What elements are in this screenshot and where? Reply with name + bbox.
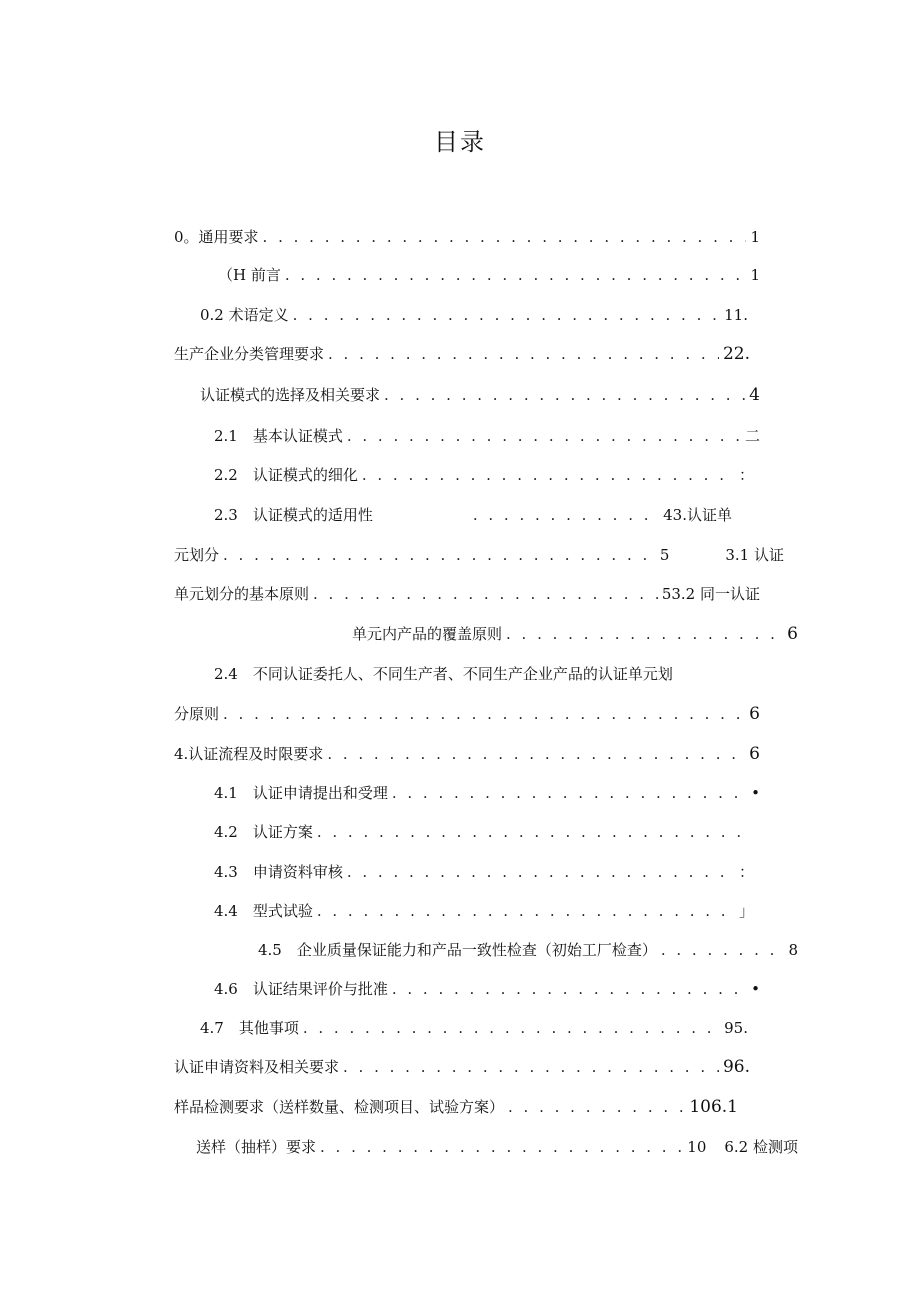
toc-entry-page: 6 (749, 704, 760, 724)
toc-entry-page: 」 (738, 902, 754, 920)
toc-entry-text: 4.5 企业质量保证能力和产品一致性检查（初始工厂检查） (258, 941, 657, 959)
toc-entry-page: 95. (724, 1019, 748, 1037)
dot-leader (327, 745, 745, 763)
toc-entry-text: 认证申请资料及相关要求 (174, 1058, 340, 1076)
dot-leader (661, 941, 785, 959)
toc-entry[interactable] (174, 544, 784, 565)
toc-entry-page: 二 (744, 427, 760, 445)
toc-entry-page: 22. (722, 344, 750, 364)
toc-entry[interactable] (200, 304, 748, 325)
toc-entry-page: • (751, 980, 760, 998)
toc-entry[interactable] (214, 978, 760, 999)
dot-leader (223, 705, 745, 723)
dot-leader (313, 585, 658, 603)
toc-entry-text: （H 前言 (218, 266, 281, 284)
dot-leader (384, 386, 745, 404)
toc-entry-text: 0。通用要求 (174, 228, 259, 246)
toc-entry-text: 分原则 (174, 705, 220, 723)
dot-leader (392, 784, 747, 802)
toc-entry-page: 43.认证单 (663, 506, 732, 524)
toc-entry[interactable] (174, 583, 760, 604)
toc-entry-continuation: 3.1 认证 (725, 546, 784, 564)
toc-entry-text: 2.4 不同认证委托人、不同生产者、不同生产企业产品的认证单元划 (214, 665, 673, 683)
toc-entry-text: 2.1 基本认证模式 (214, 427, 343, 445)
toc-entry-text: 2.3 认证模式的适用性 (214, 506, 373, 524)
toc-entry-text: 样品检测要求（送样数量、检测项目、试验方案） (174, 1098, 505, 1116)
toc-entry-page: 1 (750, 266, 760, 284)
toc-title: 目录 (434, 128, 486, 156)
toc-entry-page: 1 (750, 228, 760, 246)
toc-entry[interactable] (174, 703, 760, 724)
toc-entry-text: 2.2 认证模式的细化 (214, 466, 358, 484)
dot-leader (343, 1058, 719, 1076)
dot-leader (347, 863, 735, 881)
toc-entry-text: 4.6 认证结果评价与批准 (214, 980, 388, 998)
toc-entry-page: 6 (787, 624, 798, 644)
toc-entry-text: 4.认证流程及时限要求 (174, 745, 324, 763)
toc-entry[interactable] (214, 782, 760, 803)
toc-entry[interactable] (214, 861, 754, 882)
dot-leader (506, 625, 783, 643)
toc-entry-text: 4.4 型式试验 (214, 902, 313, 920)
toc-entry-text: 4.7 其他事项 (200, 1019, 299, 1037)
dot-leader (473, 506, 659, 524)
toc-entry-page: 11. (724, 306, 748, 324)
toc-entry-page: ： (738, 466, 754, 484)
toc-entry[interactable] (174, 343, 750, 364)
toc-entry-page: 6 (749, 744, 760, 764)
toc-entry[interactable] (258, 939, 798, 960)
toc-entry-page: • (751, 784, 760, 802)
dot-leader (328, 345, 719, 363)
toc-entry[interactable] (174, 1096, 738, 1117)
dot-leader (223, 546, 656, 564)
toc-entry-page: 4 (749, 385, 760, 405)
toc-entry[interactable] (196, 1136, 798, 1157)
toc-entry[interactable] (174, 743, 760, 764)
toc-entry[interactable] (214, 900, 754, 921)
toc-entry-page: ： (738, 863, 754, 881)
toc-entry-text: 送样（抽样）要求 (196, 1138, 317, 1156)
toc-entry[interactable] (214, 821, 744, 842)
toc-entry[interactable] (200, 1017, 748, 1038)
toc-entry[interactable] (214, 464, 754, 485)
toc-entry-page: 10 (687, 1138, 707, 1156)
toc-entry-text: 生产企业分类管理要求 (174, 345, 325, 363)
dot-leader (293, 306, 721, 324)
dot-leader (303, 1019, 720, 1037)
toc-entry[interactable] (214, 425, 760, 446)
toc-entry-text: 认证模式的选择及相关要求 (200, 386, 381, 404)
toc-entry-text: 元划分 (174, 546, 220, 564)
toc-entry[interactable] (218, 264, 760, 285)
toc-entry-page: 8 (788, 941, 798, 959)
toc-entry-text: 4.2 认证方案 (214, 823, 313, 841)
toc-entry-page: 5 (659, 546, 670, 564)
toc-entry-continuation: 6.2 检测项 (724, 1138, 798, 1156)
toc-entry-page: 96. (722, 1057, 750, 1077)
toc-entry-page: 53.2 同一认证 (661, 585, 760, 603)
toc-entry-text: 4.1 认证申请提出和受理 (214, 784, 388, 802)
toc-entry-text: 单元内产品的覆盖原则 (352, 625, 503, 643)
toc-entry-text: 0.2 术语定义 (200, 306, 289, 324)
dot-leader (317, 823, 740, 841)
dot-leader (285, 266, 747, 284)
dot-leader (347, 427, 741, 445)
toc-entry[interactable] (214, 663, 754, 684)
toc-entry[interactable] (174, 226, 760, 247)
toc-entry-text: 4.3 申请资料审核 (214, 863, 343, 881)
dot-leader (392, 980, 747, 998)
dot-leader (263, 228, 747, 246)
toc-entry-page: 106.1 (689, 1097, 738, 1117)
toc-entry[interactable] (352, 623, 798, 644)
toc-entry-text: 单元划分的基本原则 (174, 585, 310, 603)
dot-leader (508, 1098, 685, 1116)
toc-entry[interactable] (200, 384, 760, 405)
toc-entry[interactable] (174, 1056, 750, 1077)
toc-entry[interactable] (214, 504, 732, 525)
dot-leader (317, 902, 735, 920)
dot-leader (362, 466, 735, 484)
dot-leader (320, 1138, 683, 1156)
